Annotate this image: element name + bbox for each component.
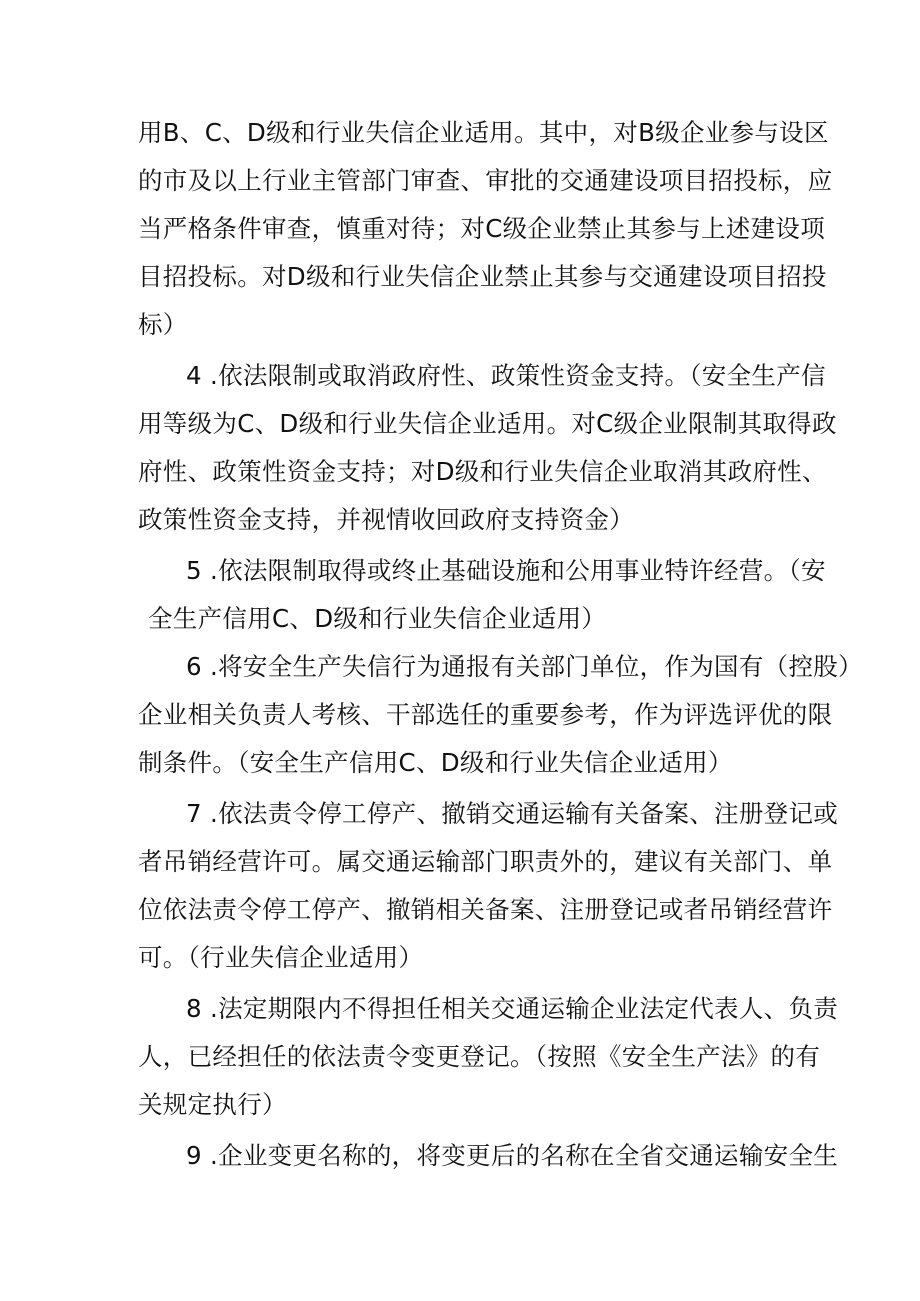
text-line: 者吊销经营许可。属交通运输部门职责外的，建议有关部门、单 [138,847,833,876]
list-item-8: 8 .法定期限内不得担任相关交通运输企业法定代表人、负责 [186,994,839,1023]
text-line: 府性、政策性资金支持；对D级和行业失信企业取消其政府性、 [138,457,827,486]
text-line: 全生产信用C、D级和行业失信企业适用） [148,604,607,633]
text-line: 位依法责令停工停产、撤销相关备案、注册登记或者吊销经营许 [138,895,833,924]
text-line: 目招投标。对D级和行业失信企业禁止其参与交通建设项目招投 [138,262,827,291]
text-line: 可。（行业失信企业适用） [138,943,424,972]
list-item-6: 6 .将安全生产失信行为通报有关部门单位，作为国有（控股） [186,652,863,681]
text-line: 人，已经担任的依法责令变更登记。（按照《安全生产法》的有 [138,1042,821,1071]
list-item-7: 7 .依法责令停工停产、撤销交通运输有关备案、注册登记或 [186,799,839,828]
text-line: 企业相关负责人考核、干部选任的重要参考，作为评选评优的限 [138,700,833,729]
text-line: 用等级为C、D级和行业失信企业适用。对C级企业限制其取得政 [138,409,837,438]
list-item-9: 9 .企业变更名称的，将变更后的名称在全省交通运输安全生 [186,1141,839,1170]
text-line: 关规定执行） [138,1090,287,1119]
list-item-4: 4 .依法限制或取消政府性、政策性资金支持。（安全生产信 [186,361,826,390]
text-line: 政策性资金支持，并视情收回政府支持资金） [138,505,634,534]
list-item-5: 5 .依法限制取得或终止基础设施和公用事业特许经营。（安 [186,556,826,585]
text-line: 标） [138,310,188,339]
text-line: 当严格条件审查，慎重对待；对C级企业禁止其参与上述建设项 [138,214,826,243]
text-line: 制条件。（安全生产信用C、D级和行业失信企业适用） [138,748,733,777]
text-line: 的市及以上行业主管部门审查、审批的交通建设项目招投标，应 [138,166,833,195]
text-line: 用B、C、D级和行业失信企业适用。其中，对B级企业参与设区 [138,118,829,147]
